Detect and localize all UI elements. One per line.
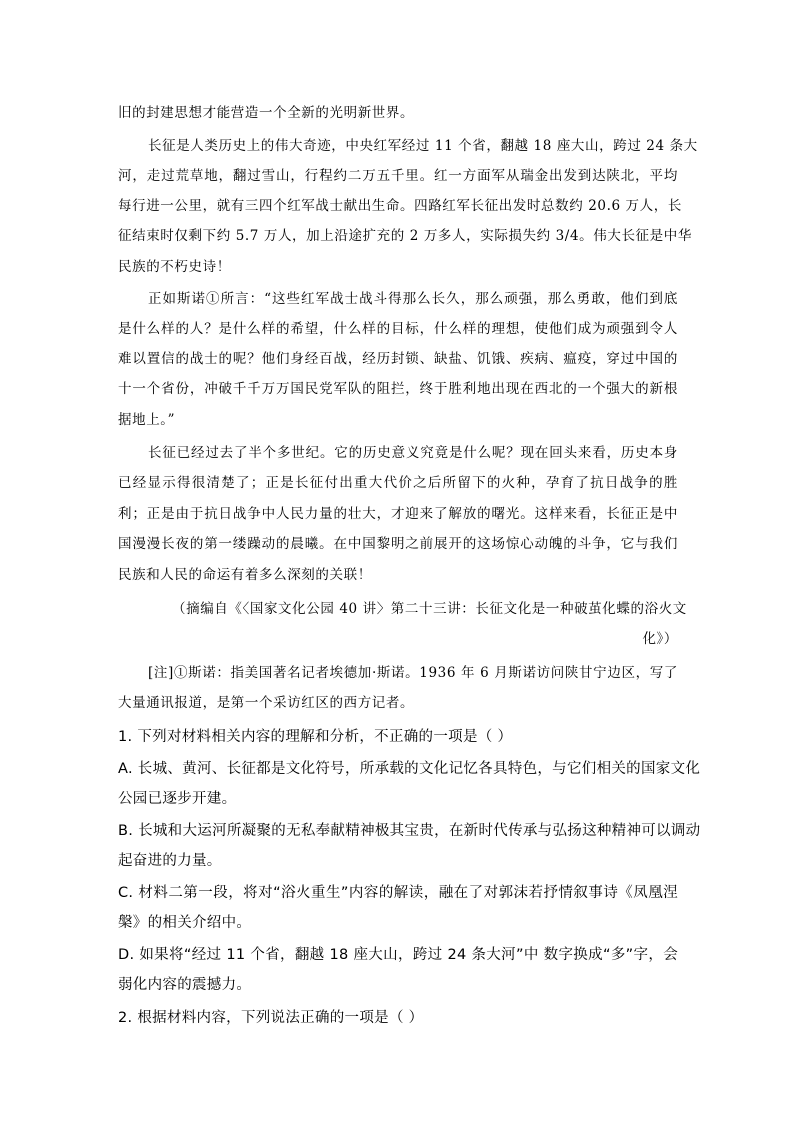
footnote: [注]①斯诺：指美国著名记者埃德加·斯诺。1936 年 6 月斯诺访问陕甘宁边区，写了 [148, 665, 678, 681]
passage-line: 每行进一公里，就有三四个红军战士献出生命。四路红军长征出发时总数约 20.6 万人，长 [118, 198, 682, 214]
source-citation: （摘编自《〈国家文化公园 40 讲〉第二十三讲：长征文化是一种破茧化蝶的浴火文 [172, 601, 687, 617]
passage-line: 河，走过荒草地，翻过雪山，行程约二万五千里。红一方面军从瑞金出发到达陕北，平均 [118, 168, 678, 184]
question-1-option-d-continued: 弱化内容的震撼力。 [118, 977, 252, 993]
question-1-option-b-continued: 起奋进的力量。 [118, 853, 222, 869]
passage-line: 国漫漫长夜的第一缕躁动的晨曦。在中国黎明之前展开的这场惊心动魄的斗争，它与我们 [118, 536, 678, 552]
passage-line: 正如斯诺①所言：“这些红军战士战斗得那么长久，那么顽强，那么勇敢，他们到底 [148, 291, 678, 307]
question-2-stem: 2. 根据材料内容，下列说法正确的一项是（ ） [118, 1010, 424, 1026]
passage-line: 民族和人民的命运有着多么深刻的关联！ [118, 567, 372, 583]
question-1-option-a: A. 长城、黄河、长征都是文化符号，所承载的文化记忆各具特色，与它们相关的国家文化 [118, 761, 701, 777]
passage-line: 旧的封建思想才能营造一个全新的光明新世界。 [118, 105, 415, 121]
question-1-option-c-continued: 槃》的相关介绍中。 [118, 915, 252, 931]
passage-line: 民族的不朽史诗！ [118, 259, 231, 275]
question-1-stem: 1. 下列对材料相关内容的理解和分析，不正确的一项是（ ） [118, 729, 513, 745]
passage-line: 利；正是由于抗日战争中人民力量的壮大，才迎来了解放的曙光。这样来看，长征正是中 [118, 506, 678, 522]
source-citation-end: 化》） [642, 631, 678, 647]
passage-line: 长征已经过去了半个多世纪。它的历史意义究竟是什么呢？现在回头来看，历史本身 [148, 445, 678, 461]
passage-line: 难以置信的战士的呢？他们身经百战，经历封锁、缺盐、饥饿、疾病、瘟疫，穿过中国的 [118, 351, 678, 367]
question-1-option-b: B. 长城和大运河所凝聚的无私奉献精神极其宝贵，在新时代传承与弘扬这种精神可以调动 [118, 823, 701, 839]
passage-line: 十一个省份，冲破千千万万国民党军队的阻拦，终于胜利地出现在西北的一个强大的新根 [118, 381, 678, 397]
passage-line: 征结束时仅剩下约 5.7 万人，加上沿途扩充的 2 万多人，实际损失约 3/4。伟大长征是中华 [118, 228, 692, 244]
passage-line: 是什么样的人？是什么样的希望，什么样的目标，什么样的理想，使他们成为顽强到令人 [118, 321, 678, 337]
passage-line: 据地上。” [118, 412, 176, 428]
question-1-option-c: C. 材料二第一段，将对“浴火重生”内容的解读，融在了对郭沫若抒情叙事诗《凤凰涅 [118, 885, 678, 901]
footnote-continued: 大量通讯报道，是第一个采访红区的西方记者。 [118, 695, 415, 711]
passage-line: 已经显示得很清楚了；正是长征付出重大代价之后所留下的火种，孕育了抗日战争的胜 [118, 475, 678, 491]
question-1-option-d: D. 如果将“经过 11 个省，翻越 18 座大山，跨过 24 条大河”中 数字换成“多”字，会 [118, 947, 678, 963]
passage-line: 长征是人类历史上的伟大奇迹，中央红军经过 11 个省，翻越 18 座大山，跨过 24 条大 [148, 138, 698, 154]
question-1-option-a-continued: 公园已逐步开建。 [118, 791, 237, 807]
